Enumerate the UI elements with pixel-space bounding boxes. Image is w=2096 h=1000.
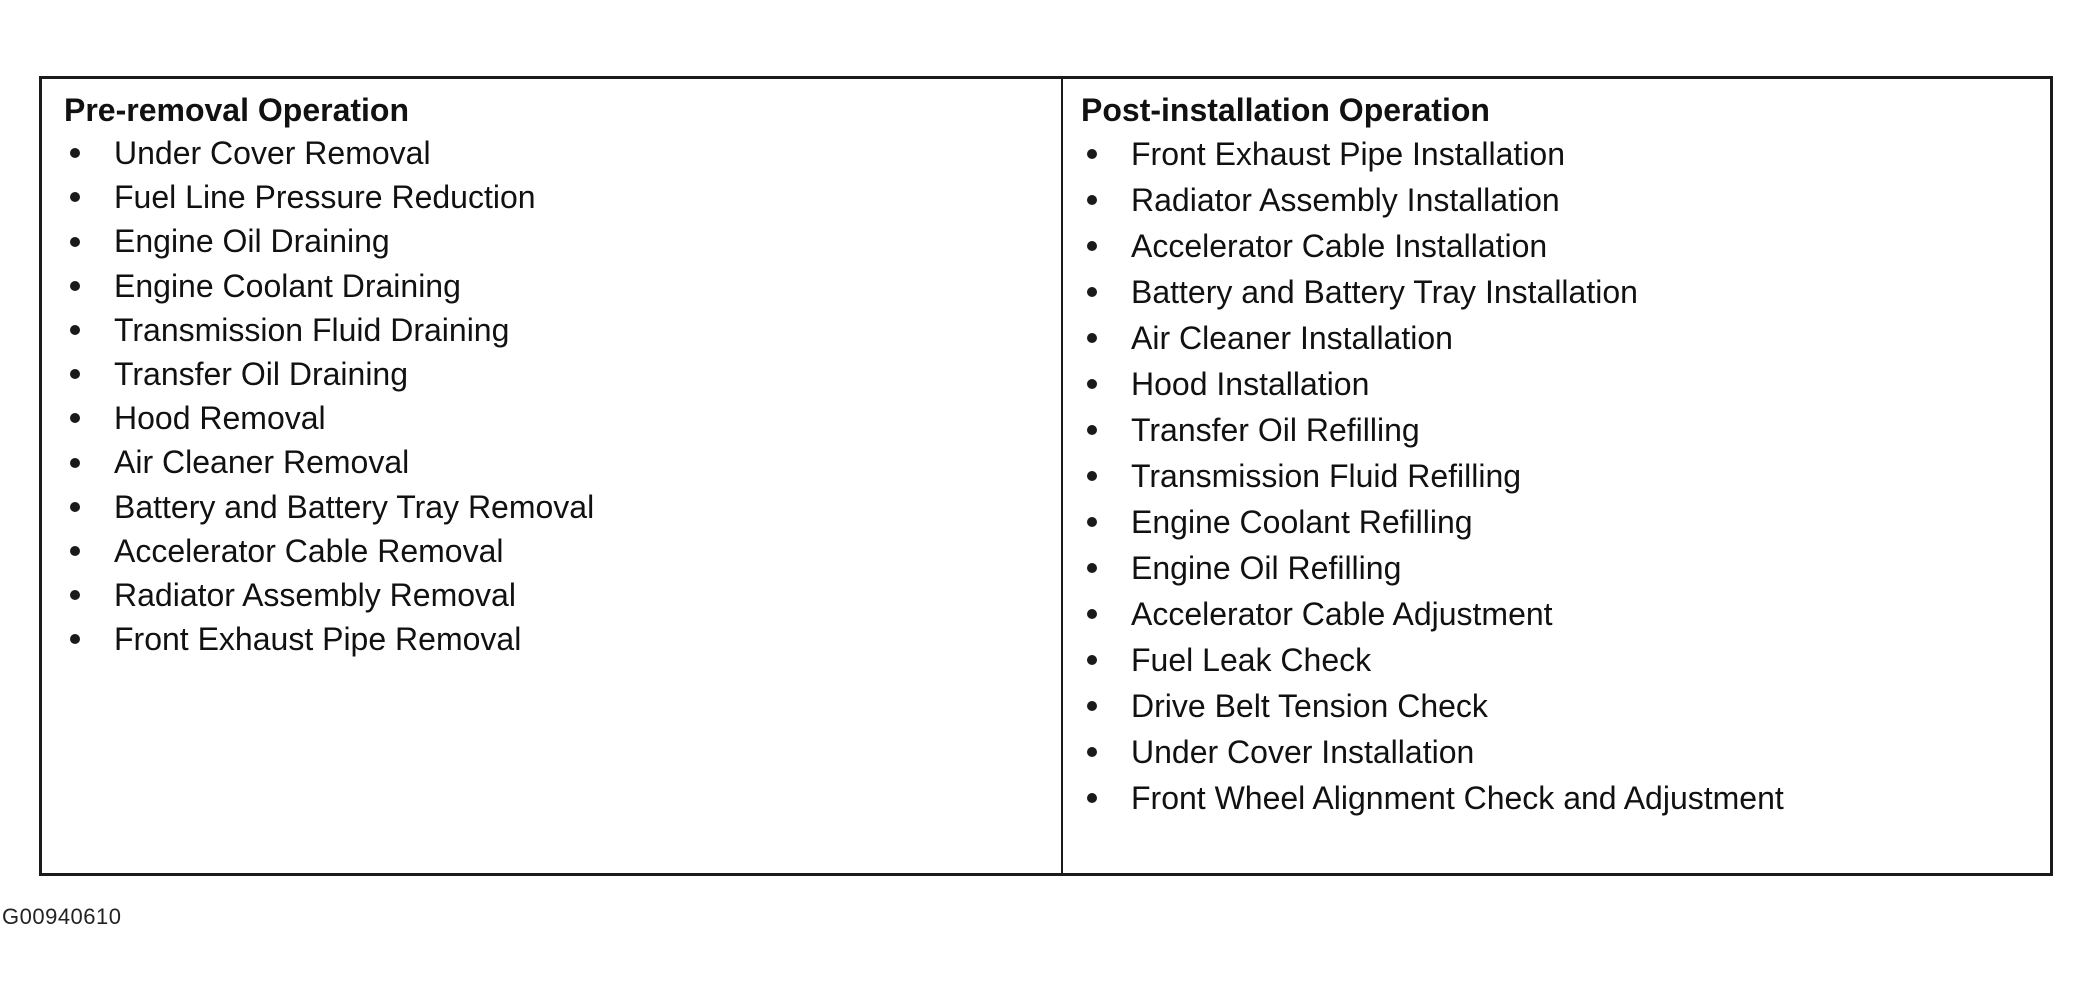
list-item-label: Engine Oil Draining (114, 223, 390, 260)
list-item-label: Front Exhaust Pipe Removal (114, 621, 522, 658)
list-item-label: Front Exhaust Pipe Installation (1131, 136, 1566, 172)
bullet-icon (1087, 793, 1097, 803)
list-item (64, 617, 1061, 661)
list-item-label: Battery and Battery Tray Installation (1131, 274, 1638, 310)
bullet-icon (1087, 149, 1097, 159)
list-item (1081, 223, 2050, 269)
list-item-label: Fuel Line Pressure Reduction (114, 179, 536, 216)
figure-id: G00940610 (2, 904, 122, 929)
list-item (1081, 545, 2050, 591)
list-item (64, 131, 1061, 175)
list-item-label: Engine Coolant Draining (114, 267, 461, 304)
bullet-icon (1087, 425, 1097, 435)
bullet-icon (70, 237, 80, 247)
list-item-label: Hood Installation (1131, 366, 1370, 402)
list-item (64, 175, 1061, 219)
list-item (1081, 407, 2050, 453)
operations-table (39, 76, 2053, 876)
bullet-icon (1087, 379, 1097, 389)
bullet-icon (70, 458, 80, 468)
list-item (1081, 591, 2050, 637)
pre-removal-list (64, 131, 1061, 661)
list-item (1081, 499, 2050, 545)
list-item-label: Battery and Battery Tray Removal (114, 488, 595, 525)
list-item-label: Accelerator Cable Installation (1131, 228, 1548, 264)
list-item (1081, 269, 2050, 315)
list-item-label: Transfer Oil Refilling (1131, 412, 1420, 448)
list-item-label: Engine Coolant Refilling (1131, 504, 1473, 540)
bullet-icon (70, 502, 80, 512)
bullet-icon (70, 325, 80, 335)
bullet-icon (1087, 747, 1097, 757)
list-item-label: Under Cover Removal (114, 135, 431, 171)
list-item-label: Air Cleaner Removal (114, 444, 410, 481)
post-installation-column (1063, 79, 2050, 873)
list-item-label: Under Cover Installation (1131, 734, 1475, 770)
list-item (64, 219, 1061, 263)
list-item-label: Drive Belt Tension Check (1131, 688, 1488, 724)
list-item-label: Transfer Oil Draining (114, 356, 409, 393)
list-item (1081, 177, 2050, 223)
bullet-icon (1087, 655, 1097, 665)
bullet-icon (70, 634, 80, 644)
list-item (64, 308, 1061, 352)
list-item (1081, 729, 2050, 775)
list-item-label: Radiator Assembly Removal (114, 577, 516, 614)
bullet-icon (70, 369, 80, 379)
list-item (1081, 315, 2050, 361)
list-item-label: Fuel Leak Check (1131, 642, 1372, 678)
bullet-icon (70, 148, 80, 158)
list-item-label: Accelerator Cable Adjustment (1131, 596, 1553, 632)
list-item (1081, 775, 2050, 821)
list-item (1081, 361, 2050, 407)
bullet-icon (70, 590, 80, 600)
list-item (64, 529, 1061, 573)
list-item-label: Front Wheel Alignment Check and Adjustment (1131, 780, 1784, 816)
list-item (1081, 131, 2050, 177)
list-item (1081, 637, 2050, 683)
bullet-icon (70, 192, 80, 202)
bullet-icon (1087, 333, 1097, 343)
bullet-icon (1087, 241, 1097, 251)
list-item (64, 264, 1061, 308)
list-item-label: Engine Oil Refilling (1131, 550, 1402, 586)
post-installation-list (1081, 131, 2050, 821)
list-item (1081, 453, 2050, 499)
bullet-icon (1087, 609, 1097, 619)
list-item-label: Transmission Fluid Draining (114, 311, 510, 348)
bullet-icon (1087, 471, 1097, 481)
pre-removal-title: Pre-removal Operation (64, 92, 409, 128)
list-item (64, 485, 1061, 529)
list-item (64, 440, 1061, 484)
bullet-icon (70, 281, 80, 291)
list-item-label: Radiator Assembly Installation (1131, 182, 1560, 218)
post-installation-title: Post-installation Operation (1081, 92, 1490, 128)
list-item (64, 396, 1061, 440)
bullet-icon (1087, 517, 1097, 527)
list-item (1081, 683, 2050, 729)
list-item-label: Accelerator Cable Removal (114, 532, 504, 569)
bullet-icon (1087, 701, 1097, 711)
bullet-icon (1087, 563, 1097, 573)
list-item-label: Air Cleaner Installation (1131, 320, 1453, 356)
list-item (64, 573, 1061, 617)
list-item-label: Transmission Fluid Refilling (1131, 458, 1522, 494)
list-item (64, 352, 1061, 396)
bullet-icon (1087, 287, 1097, 297)
bullet-icon (70, 413, 80, 423)
list-item-label: Hood Removal (114, 400, 326, 437)
pre-removal-column (42, 79, 1063, 873)
bullet-icon (70, 546, 80, 556)
bullet-icon (1087, 195, 1097, 205)
